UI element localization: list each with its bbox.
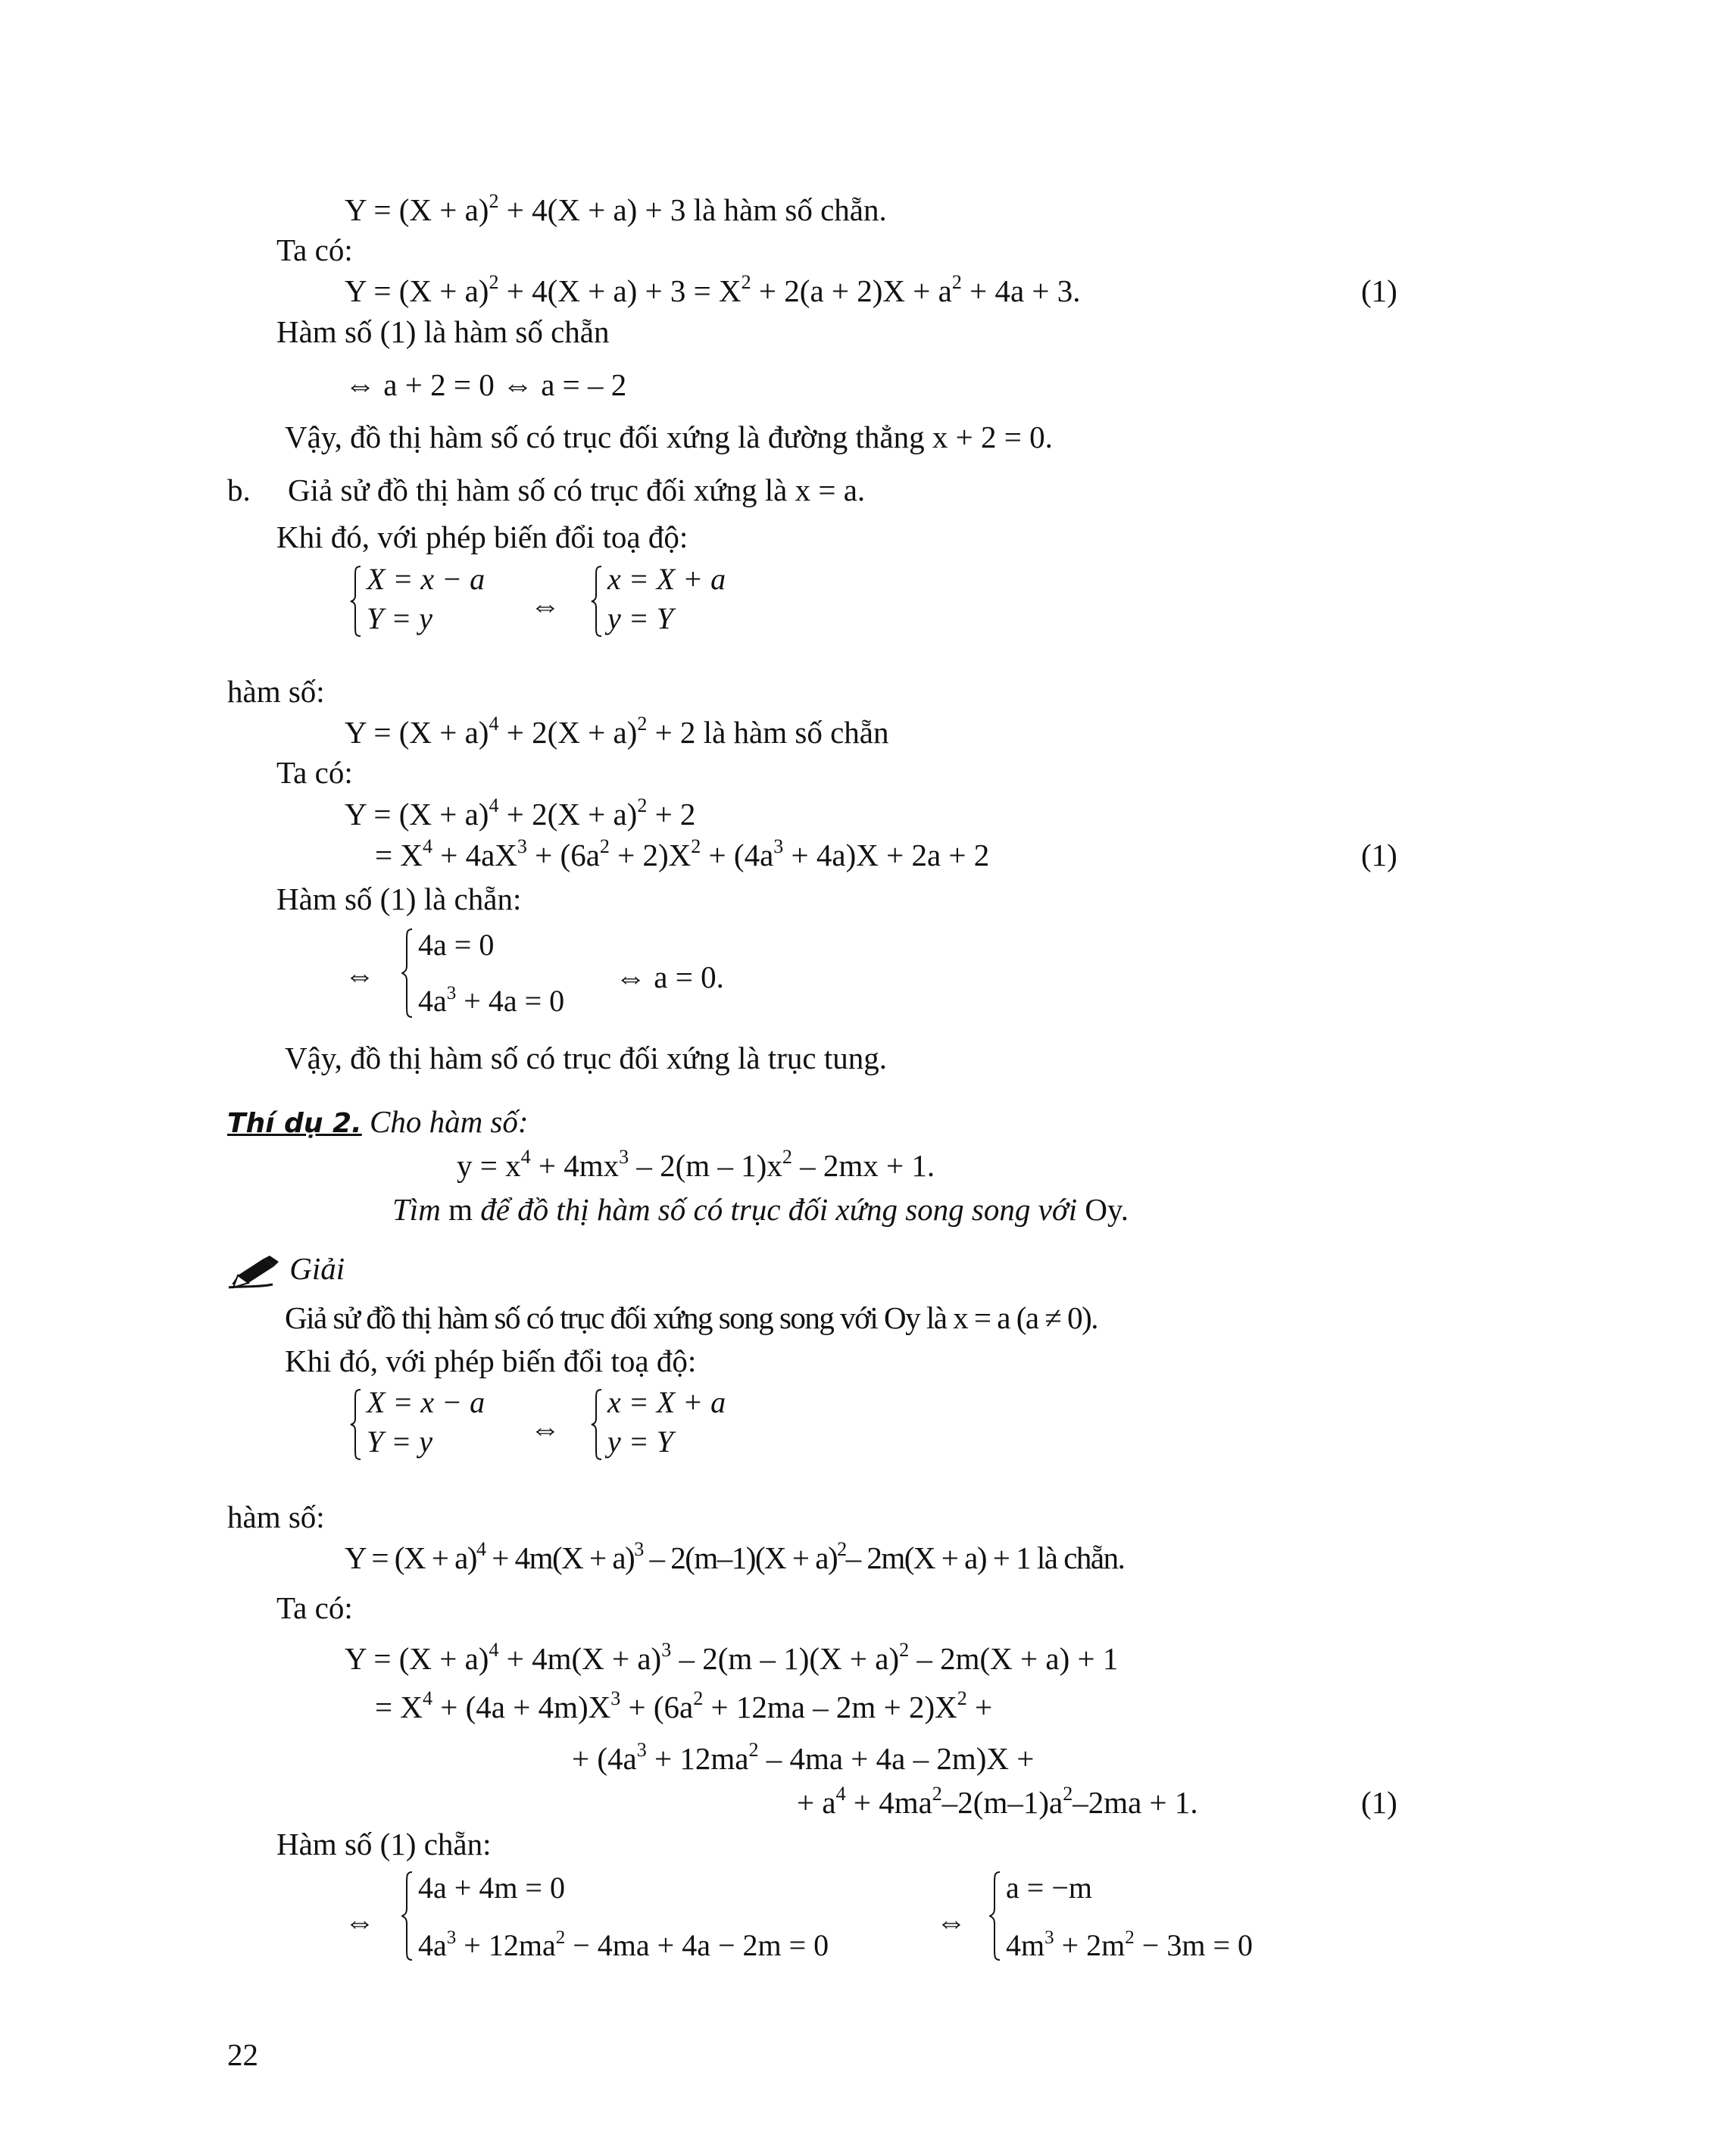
part-b-system-left xyxy=(350,562,539,638)
equivalence-symbol: ⇔ xyxy=(936,1905,966,1939)
part-a-ta-co: Ta có: xyxy=(276,232,353,267)
system-row: a = −m xyxy=(1006,1871,1092,1905)
solution-equation-number: (1) xyxy=(1361,1785,1397,1820)
solution-even-statement: Hàm số (1) chẵn: xyxy=(276,1827,492,1861)
system-row: x = X + a xyxy=(607,1385,726,1419)
system-row: $4m^3 + 2m^2 - 3m = 0$ xyxy=(1006,1927,1254,1962)
part-a-even-statement: Hàm số (1) là hàm số chẵn xyxy=(276,314,610,349)
solution-system-right xyxy=(591,1385,780,1461)
system-row: y = Y xyxy=(607,1425,673,1459)
part-a-equation-number: (1) xyxy=(1361,273,1397,308)
solution-function: $Y = (X + a)^4 + 4m(X + a)^3 - 2(m-1)(X + a)^2-$ 2m(X + a) + 1 là chẵn. xyxy=(345,1538,1125,1575)
left-brace-icon xyxy=(989,1871,1001,1961)
left-brace-icon xyxy=(401,1871,414,1961)
part-b-transform-intro: Khi đó, với phép biến đổi toạ độ: xyxy=(276,520,688,554)
system-row: 4a = 0 xyxy=(418,928,495,962)
part-b-even-statement: Hàm số (1) là chẵn: xyxy=(276,882,522,916)
part-b-result: ⇔ a = 0. xyxy=(615,960,724,994)
solution-label: Giải xyxy=(289,1251,345,1286)
system-row: y = Y xyxy=(607,601,673,635)
part-b-function: $Y = (X + a)^4 + 2(X + a)^2 + 2$ là hàm số chẵn xyxy=(345,713,889,750)
system-row: $4a^3 + 4a = 0$ xyxy=(418,983,565,1018)
system-row: X = x − a xyxy=(367,562,486,596)
solution-ham-so: hàm số: xyxy=(227,1499,325,1534)
solution-condition-system-left xyxy=(401,1871,947,1961)
part-b-equation-number: (1) xyxy=(1361,838,1397,872)
solution-header xyxy=(227,1250,345,1289)
part-b-ham-so: hàm số: xyxy=(227,674,325,709)
equivalence-symbol: ⇔ xyxy=(530,1412,560,1446)
part-a-expansion: $Y = (X + a)^2 + 4(X + a) + 3 = X^2 + 2(a + 2)X + a^2 + 4a + 3$. xyxy=(345,271,1081,308)
left-brace-icon xyxy=(591,565,603,638)
part-a-solve: ⇔ a + 2 = 0 ⇔ a = – 2 xyxy=(345,367,627,402)
part-b-system-right xyxy=(591,562,780,638)
left-brace-icon xyxy=(350,565,362,638)
left-brace-icon xyxy=(350,1388,362,1461)
solution-ta-co: Ta có: xyxy=(276,1590,353,1625)
part-b-conclusion: Vậy, đồ thị hàm số có trục đối xứng là trục tung. xyxy=(285,1041,887,1075)
example-2-task: Tìm m để đồ thị hàm số có trục đối xứng song song với Oy. xyxy=(392,1192,1129,1227)
left-brace-icon xyxy=(591,1388,603,1461)
part-b-label: b. xyxy=(227,473,251,507)
solution-assumption: Giả sử đồ thị hàm số có trục đối xứng song song với Oy là x = a (a ≠ 0). xyxy=(285,1300,1098,1335)
example-prompt: Cho hàm số: xyxy=(369,1104,529,1139)
part-b-expansion-2: = $X^4 + 4aX^3 + (6a^2 + 2)X^2 + (4a^3 + 4a)X + 2a + 2$ xyxy=(375,835,990,872)
solution-expansion-4: + $a^4 + 4ma^2-2(m-1)a^2-2ma + 1$. xyxy=(797,1783,1198,1820)
solution-system-left xyxy=(350,1385,539,1461)
left-brace-icon xyxy=(401,928,414,1019)
part-b-expansion-1: $Y = (X + a)^4 + 2(X + a)^2 + 2$ xyxy=(345,794,696,832)
system-row: $4a^3 + 12ma^2 - 4ma + 4a - 2m = 0$ xyxy=(418,1927,829,1962)
solution-expansion-2: = $X^4 + (4a + 4m)X^3 + (6a^2 + 12ma - 2m + 2)X^2$ + xyxy=(375,1687,993,1724)
example-heading: Thí dụ 2. xyxy=(227,1108,362,1139)
system-row: 4a + 4m = 0 xyxy=(418,1871,565,1905)
system-row: x = X + a xyxy=(607,562,726,596)
part-a-line-1: $Y = (X + a)^2 + 4(X + a) + 3$ là hàm số chẵn. xyxy=(345,190,887,227)
pen-writing-icon xyxy=(227,1256,282,1289)
solution-expansion-3: + $(4a^3 + 12ma^2 - 4ma + 4a - 2m)X$ + xyxy=(572,1739,1035,1776)
part-a-conclusion: Vậy, đồ thị hàm số có trục đối xứng là đường thẳng x + 2 = 0. xyxy=(285,420,1053,454)
part-b-condition-system xyxy=(401,928,629,1019)
part-b-intro: Giả sử đồ thị hàm số có trục đối xứng là x = a. xyxy=(288,473,866,507)
part-b-ta-co: Ta có: xyxy=(276,755,353,790)
system-row: Y = y xyxy=(367,1425,432,1459)
equivalence-symbol: ⇔ xyxy=(530,588,560,623)
page-number: 22 xyxy=(227,2037,258,2072)
example-2-header xyxy=(227,1103,529,1143)
solution-expansion-1: $Y = (X + a)^4 + 4m(X + a)^3 - 2(m - 1)(X + a)^2 - 2m(X + a) + 1$ xyxy=(345,1639,1119,1676)
system-row: X = x − a xyxy=(367,1385,486,1419)
solution-condition-system-right xyxy=(989,1871,1330,1961)
example-2-function: $y = x^4 + 4mx^3 - 2(m - 1)x^2 - 2mx + 1$. xyxy=(457,1146,935,1183)
system-row: Y = y xyxy=(367,601,432,635)
equivalence-symbol: ⇔ xyxy=(345,958,375,992)
solution-transform-intro: Khi đó, với phép biến đổi toạ độ: xyxy=(285,1343,697,1378)
equivalence-symbol: ⇔ xyxy=(345,1905,375,1939)
